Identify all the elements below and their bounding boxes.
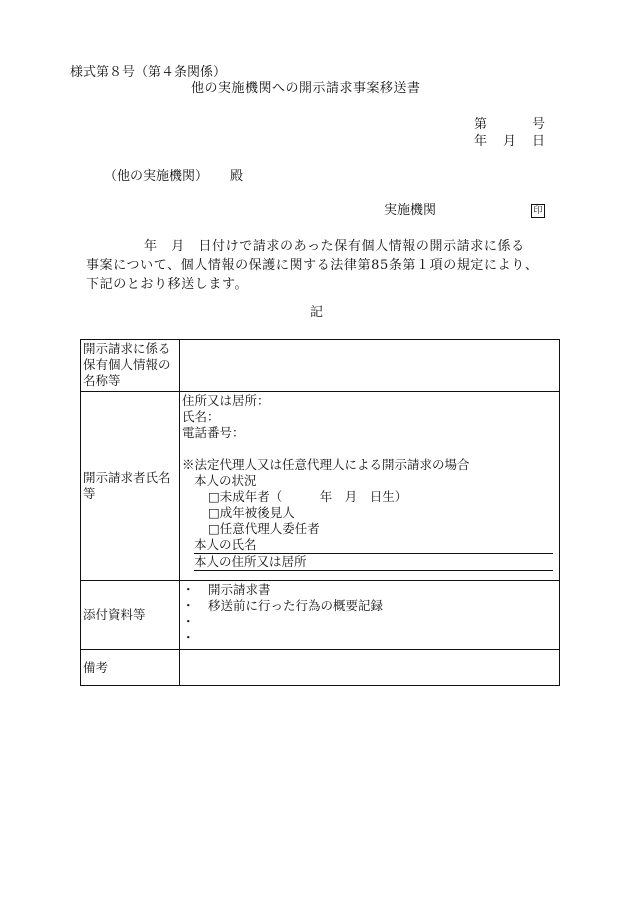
name-label: 氏名： <box>182 409 220 424</box>
requester-label: 開示請求者氏名等 <box>81 392 180 581</box>
remarks-label: 備考 <box>81 650 180 686</box>
seal-mark: 印 <box>531 204 545 218</box>
attachment-item: ・ 移送前に行った行為の概要記録 <box>182 598 384 613</box>
attachment-item: ・ <box>182 630 195 645</box>
attachments-field <box>180 581 560 650</box>
body-line-2: 事案について、個人情報の保護に関する法律第85条第１項の規定により、 <box>86 258 539 273</box>
status-heading: 本人の状況 <box>194 473 257 488</box>
reference-suffix: 号 <box>532 117 546 132</box>
table-row <box>81 581 560 650</box>
attachments-label: 添付資料等 <box>81 581 180 650</box>
remarks-field <box>180 650 560 686</box>
option-principal: □任意代理人委任者 <box>208 521 320 536</box>
sender-name: 実施機関 <box>384 203 437 218</box>
attachment-item: ・ <box>182 614 195 629</box>
date-month: 月 <box>503 134 517 149</box>
phone-label: 電話番号： <box>182 425 245 440</box>
principal-address-line: 本人の住所又は居所 <box>194 554 553 571</box>
requester-field <box>180 392 560 581</box>
document-title: 他の実施機関への開示請求事案移送書 <box>191 81 421 96</box>
table-row <box>81 340 560 392</box>
body-paragraph <box>86 237 556 294</box>
info-name-label: 開示請求に係る保有個人情報の名称等 <box>81 340 180 392</box>
address-label: 住所又は居所： <box>182 393 270 408</box>
addressee-honorific: 殿 <box>230 169 244 184</box>
table-row <box>81 650 560 686</box>
reference-prefix: 第 <box>474 117 488 132</box>
body-line-3: 下記のとおり移送します。 <box>86 277 249 292</box>
proxy-note: ※法定代理人又は任意代理人による開示請求の場合 <box>182 457 470 472</box>
form-number: 様式第８号（第４条関係） <box>70 65 227 80</box>
option-ward: □成年被後見人 <box>208 505 295 520</box>
transfer-details-table <box>80 339 560 686</box>
attachment-item: ・ 開示請求書 <box>182 582 271 597</box>
principal-name-line: 本人の氏名 <box>194 537 553 554</box>
option-minor: □未成年者（ 年 月 日生） <box>208 489 408 504</box>
table-row <box>81 392 560 581</box>
date-year: 年 <box>474 134 488 149</box>
body-line-1: 年 月 日付けで請求のあった保有個人情報の開示請求に係る <box>144 239 525 254</box>
ki-heading: 記 <box>310 305 324 320</box>
date-day: 日 <box>532 134 546 149</box>
addressee-name: （他の実施機関） <box>104 169 209 184</box>
info-name-field <box>180 340 560 392</box>
